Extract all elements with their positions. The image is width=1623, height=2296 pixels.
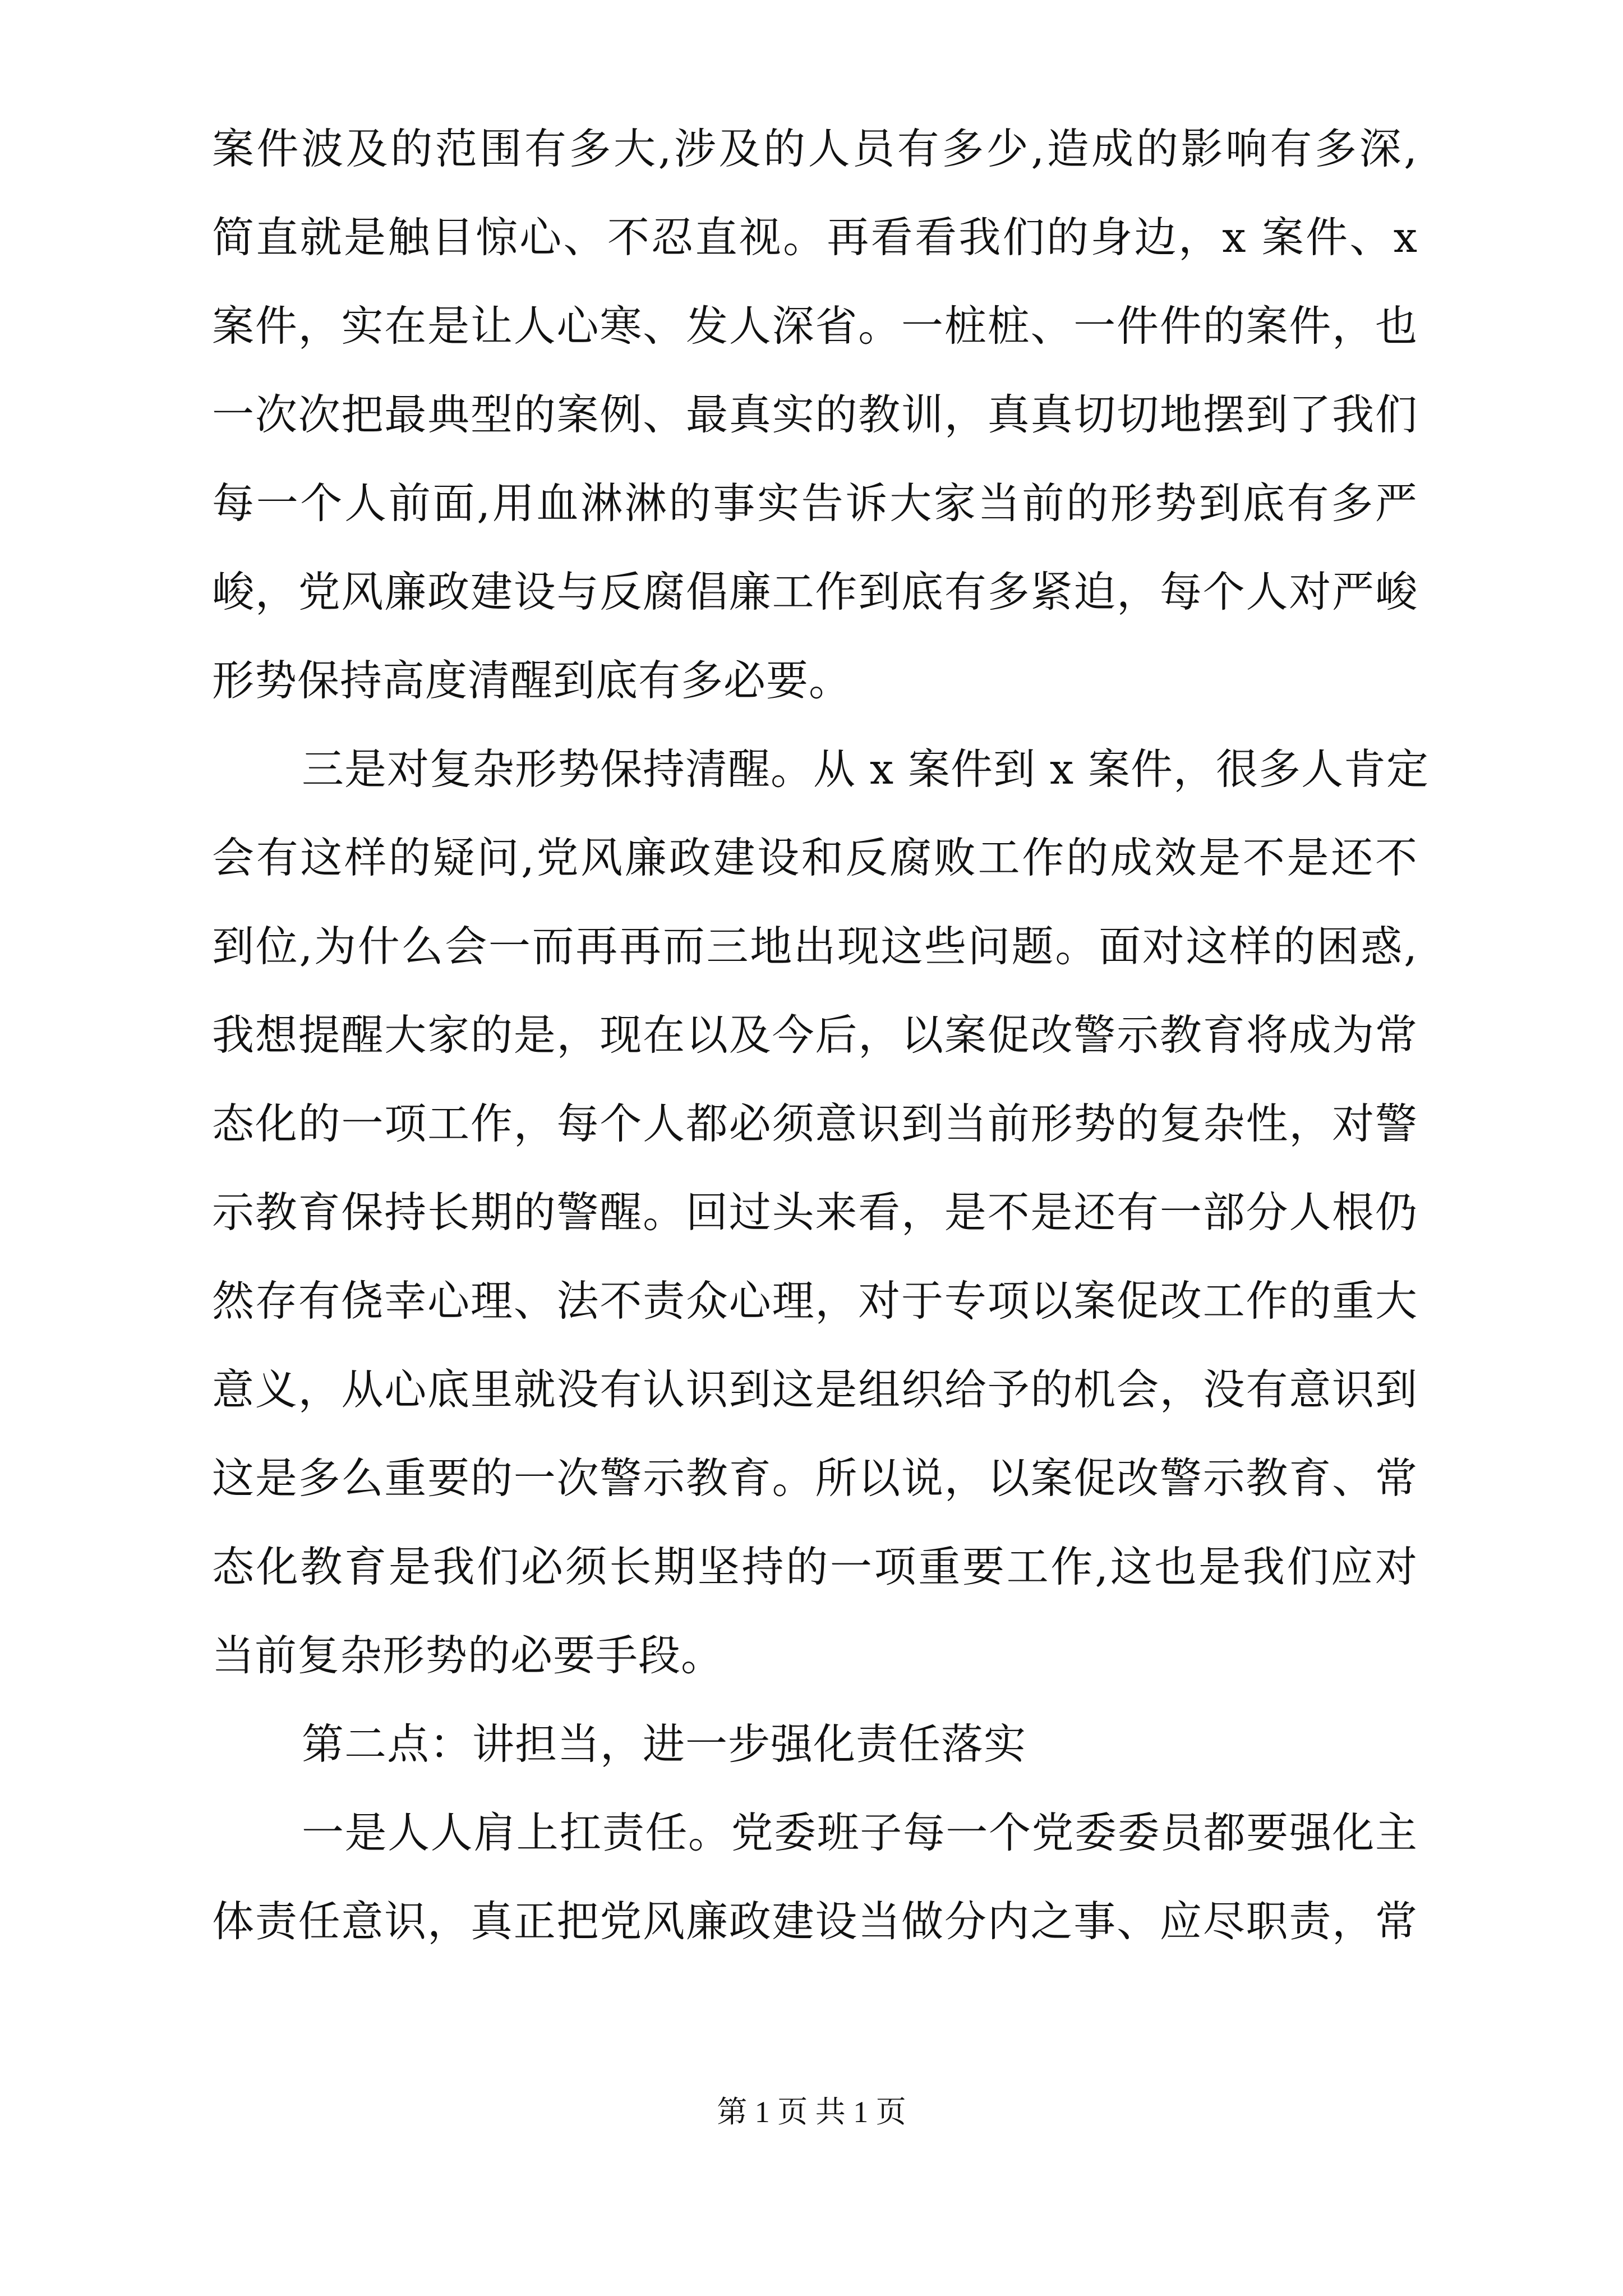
body-line: 态化教育是我们必须长期坚持的一项重要工作,这也是我们应对 [212, 1542, 1418, 1591]
page-footer: 第 1 页 共 1 页 [717, 2095, 906, 2129]
body-line: 当前复杂形势的必要手段。 [212, 1631, 724, 1680]
body-line: 一次次把最典型的案例、最真实的教训，真真切切地摆到了我们 [212, 390, 1418, 439]
body-line: 案件，实在是让人心寒、发人深省。一桩桩、一件件的案件，也 [212, 301, 1418, 351]
body-line: 体责任意识，真正把党风廉政建设当做分内之事、应尽职责，常 [212, 1897, 1418, 1946]
body-line: 我想提醒大家的是，现在以及今后，以案促改警示教育将成为常 [212, 1010, 1418, 1060]
body-line: 到位,为什么会一而再再而三地出现这些问题。面对这样的困惑, [212, 922, 1418, 971]
body-line: 这是多么重要的一次警示教育。所以说，以案促改警示教育、常 [212, 1453, 1418, 1503]
body-line: 会有这样的疑问,党风廉政建设和反腐败工作的成效是不是还不 [212, 833, 1418, 882]
body-line: 态化的一项工作，每个人都必须意识到当前形势的复杂性，对警 [212, 1099, 1418, 1148]
section-heading: 第二点：讲担当，进一步强化责任落实 [302, 1719, 1027, 1769]
body-line: 每一个人前面,用血淋淋的事实告诉大家当前的形势到底有多严 [212, 478, 1418, 528]
paragraph-first-line: 三是对复杂形势保持清醒。从 x 案件到 x 案件，很多人肯定 [302, 744, 1429, 794]
body-line: 然存有侥幸心理、法不责众心理，对于专项以案促改工作的重大 [212, 1276, 1418, 1326]
body-line: 示教育保持长期的警醒。回过头来看，是不是还有一部分人根仍 [212, 1188, 1418, 1237]
body-line: 意义，从心底里就没有认识到这是组织给予的机会，没有意识到 [212, 1365, 1418, 1414]
paragraph-first-line: 一是人人肩上扛责任。党委班子每一个党委委员都要强化主 [302, 1808, 1418, 1857]
body-line: 形势保持高度清醒到底有多必要。 [212, 656, 852, 705]
body-line: 案件波及的范围有多大,涉及的人员有多少,造成的影响有多深, [212, 124, 1418, 173]
body-line: 峻，党风廉政建设与反腐倡廉工作到底有多紧迫，每个人对严峻 [212, 567, 1418, 616]
body-line: 简直就是触目惊心、不忍直视。再看看我们的身边，x 案件、x [212, 213, 1418, 262]
